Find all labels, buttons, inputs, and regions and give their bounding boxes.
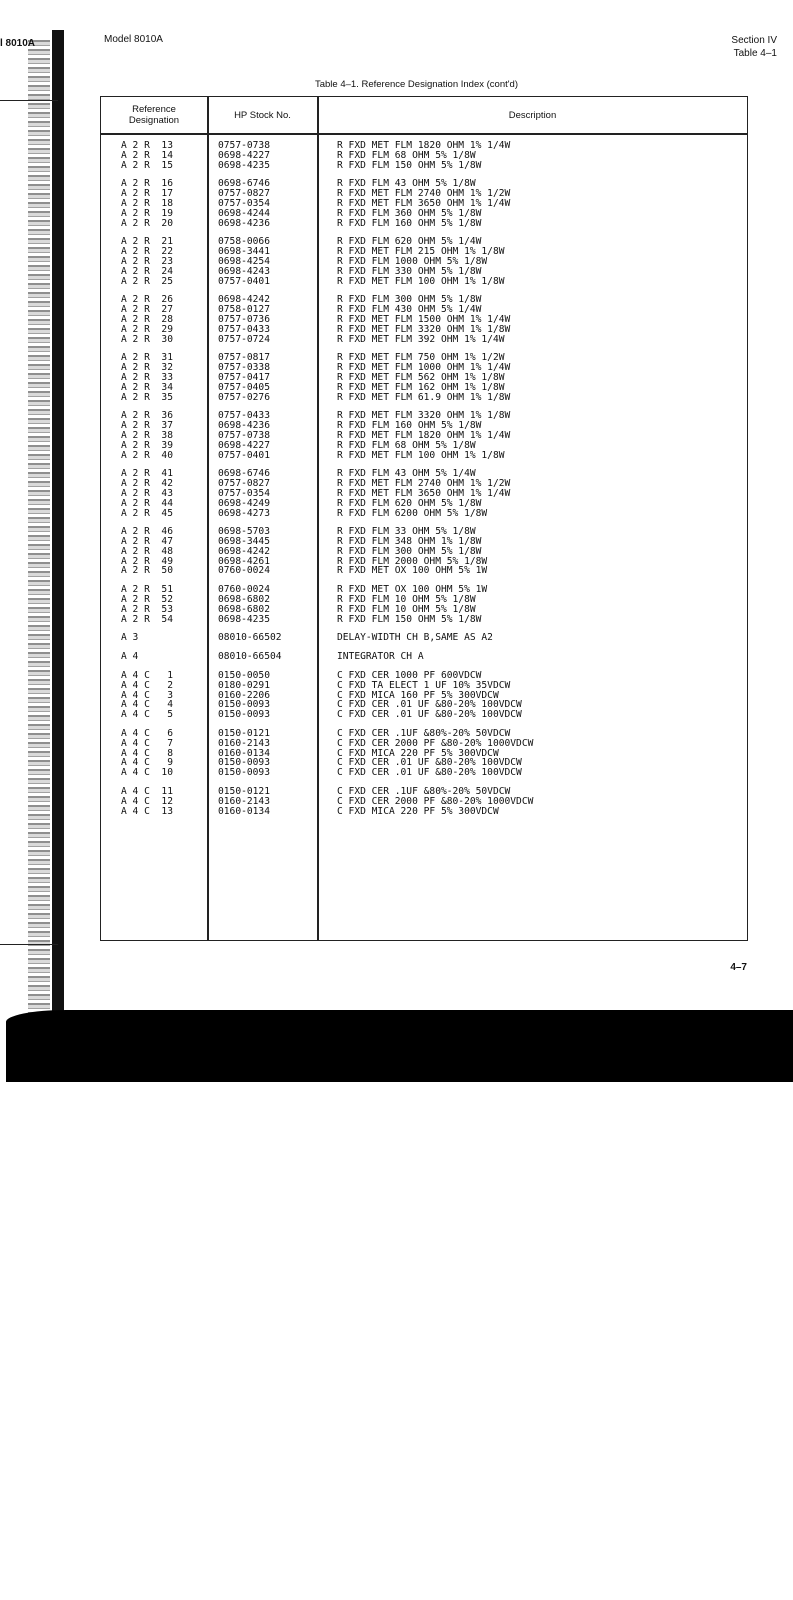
description-cell: R FXD MET FLM 162 OHM 1% 1/8W	[337, 381, 505, 393]
stock-cell: 0757-0417	[218, 371, 270, 383]
description-cell: R FXD MET FLM 392 OHM 1% 1/4W	[337, 333, 505, 345]
ref-cell: A 2 R 15	[121, 159, 173, 171]
stock-cell: 0698-4236	[218, 420, 270, 432]
description-cell: R FXD FLM 10 OHM 5% 1/8W	[337, 594, 476, 606]
ref-cell: A 4 C 1	[121, 670, 173, 682]
stock-cell: 0757-0827	[218, 188, 270, 200]
stock-cell: 0757-0738	[218, 140, 270, 151]
description-cell: C FXD MICA 220 PF 5% 300VDCW	[337, 747, 499, 759]
ref-cell: A 4 C 2	[121, 679, 173, 691]
ref-cell: A 2 R 31	[121, 352, 173, 364]
ref-cell: A 2 R 37	[121, 420, 173, 432]
description-cell: R FXD MET FLM 3320 OHM 1% 1/8W	[337, 410, 511, 422]
description-cell: C FXD CER .01 UF &80-20% 100VDCW	[337, 709, 522, 721]
stock-cell: 0757-0405	[218, 381, 270, 393]
description-cell: R FXD MET OX 100 OHM 5% 1W	[337, 565, 488, 577]
ref-cell: A 2 R 46	[121, 526, 173, 538]
ref-cell: A 2 R 30	[121, 333, 173, 345]
description-cell: R FXD FLM 430 OHM 5% 1/4W	[337, 304, 482, 316]
description-cell: C FXD CER 2000 PF &80-20% 1000VDCW	[337, 795, 534, 807]
description-cell: R FXD FLM 620 OHM 5% 1/4W	[337, 236, 482, 248]
description-cell: R FXD FLM 68 OHM 5% 1/8W	[337, 439, 476, 451]
description-cell: R FXD FLM 150 OHM 5% 1/8W	[337, 159, 482, 171]
stock-cell: 0757-0724	[218, 333, 270, 345]
left-page-stamp: l 8010A	[0, 38, 36, 49]
stock-cell: 0757-0738	[218, 429, 270, 441]
ref-cell: A 2 R 36	[121, 410, 173, 422]
stock-cell: 0757-0736	[218, 313, 270, 325]
stock-cell: 0760-0024	[218, 565, 270, 577]
ref-cell: A 2 R 14	[121, 149, 173, 161]
ref-cell: A 2 R 29	[121, 323, 173, 335]
section-label: Section IV	[731, 35, 777, 46]
description-cell: R FXD FLM 2000 OHM 5% 1/8W	[337, 555, 488, 567]
table-row	[101, 807, 747, 817]
stock-cell: 0160-0134	[218, 805, 270, 817]
ref-cell: A 2 R 44	[121, 497, 173, 509]
stock-cell: 0150-0093	[218, 709, 270, 721]
ref-cell: A 2 R 43	[121, 487, 173, 499]
stock-cell: 0698-6746	[218, 178, 270, 190]
header-reference-designation	[101, 97, 207, 133]
description-cell: R FXD MET FLM 1500 OHM 1% 1/4W	[337, 313, 511, 325]
stock-cell: 0698-4244	[218, 207, 270, 219]
table-row	[101, 451, 747, 461]
ref-cell: A 4 C 5	[121, 709, 173, 721]
section-header	[731, 34, 777, 60]
stock-cell: 0757-0338	[218, 362, 270, 374]
description-cell: R FXD MET FLM 61.9 OHM 1% 1/8W	[337, 391, 511, 403]
ref-cell: A 2 R 34	[121, 381, 173, 393]
stock-cell: 0757-0401	[218, 449, 270, 461]
description-cell: C FXD CER 2000 PF &80-20% 1000VDCW	[337, 737, 534, 749]
description-cell: C FXD CER .01 UF &80-20% 100VDCW	[337, 699, 522, 711]
stock-cell: 0698-6802	[218, 603, 270, 615]
stock-cell: 0698-4261	[218, 555, 270, 567]
ref-cell: A 2 R 47	[121, 536, 173, 548]
ref-cell: A 4 C 11	[121, 786, 173, 798]
description-cell: R FXD FLM 33 OHM 5% 1/8W	[337, 526, 476, 538]
ref-cell: A 4 C 3	[121, 689, 173, 701]
table-row	[101, 652, 747, 662]
header-description: Description	[508, 109, 557, 121]
ref-cell: A 4 C 7	[121, 737, 173, 749]
stock-cell: 0758-0127	[218, 304, 270, 316]
description-cell: R FXD MET FLM 100 OHM 1% 1/8W	[337, 449, 505, 461]
description-cell: R FXD FLM 10 OHM 5% 1/8W	[337, 603, 476, 615]
stock-cell: 0757-0401	[218, 275, 270, 287]
ref-cell: A 4 C 6	[121, 728, 173, 740]
ref-cell: A 2 R 21	[121, 236, 173, 248]
stock-cell: 0150-0093	[218, 699, 270, 711]
ref-cell: A 2 R 33	[121, 371, 173, 383]
stock-cell: 0180-0291	[218, 679, 270, 691]
stock-cell: 0698-5703	[218, 526, 270, 538]
description-cell: R FXD FLM 150 OHM 5% 1/8W	[337, 613, 482, 625]
stock-cell: 0698-4235	[218, 613, 270, 625]
stock-cell: 0757-0354	[218, 197, 270, 209]
ref-cell: A 2 R 53	[121, 603, 173, 615]
stock-cell: 0757-0827	[218, 478, 270, 490]
stock-cell: 0160-2143	[218, 795, 270, 807]
description-cell: R FXD MET FLM 3320 OHM 1% 1/8W	[337, 323, 511, 335]
stock-cell: 0150-0121	[218, 728, 270, 740]
table-row	[101, 710, 747, 720]
stock-cell: 08010-66502	[218, 632, 282, 644]
header-hp-stock-no: HP Stock No.	[234, 109, 291, 121]
table-row	[101, 335, 747, 345]
ref-cell: A 2 R 23	[121, 255, 173, 267]
stock-cell: 0757-0433	[218, 323, 270, 335]
header-ref-text: Reference Designation	[128, 104, 180, 126]
ref-cell: A 2 R 20	[121, 217, 173, 229]
ref-cell: A 2 R 51	[121, 584, 173, 596]
reference-table	[100, 96, 748, 941]
stock-cell: 0150-0121	[218, 786, 270, 798]
description-cell: R FXD MET FLM 1000 OHM 1% 1/4W	[337, 362, 511, 374]
ref-cell: A 4 C 8	[121, 747, 173, 759]
description-cell: R FXD MET FLM 3650 OHM 1% 1/4W	[337, 487, 511, 499]
stock-cell: 08010-66504	[218, 651, 282, 663]
page-number: 4–7	[730, 962, 747, 973]
description-cell: R FXD FLM 68 OHM 5% 1/8W	[337, 149, 476, 161]
ref-cell: A 2 R 50	[121, 565, 173, 577]
description-cell: INTEGRATOR CH A	[337, 651, 424, 663]
ref-cell: A 2 R 16	[121, 178, 173, 190]
description-cell: R FXD FLM 6200 OHM 5% 1/8W	[337, 507, 488, 519]
description-cell: C FXD MICA 220 PF 5% 300VDCW	[337, 805, 499, 817]
description-cell: R FXD FLM 620 OHM 5% 1/8W	[337, 497, 482, 509]
stock-cell: 0160-2206	[218, 689, 270, 701]
ref-cell: A 2 R 54	[121, 613, 173, 625]
description-cell: C FXD CER .01 UF &80-20% 100VDCW	[337, 767, 522, 779]
ref-cell: A 2 R 52	[121, 594, 173, 606]
ref-cell: A 2 R 17	[121, 188, 173, 200]
description-cell: R FXD FLM 348 OHM 1% 1/8W	[337, 536, 482, 548]
description-cell: R FXD FLM 300 OHM 5% 1/8W	[337, 545, 482, 557]
description-cell: C FXD MICA 160 PF 5% 300VDCW	[337, 689, 499, 701]
ref-cell: A 2 R 38	[121, 429, 173, 441]
ref-cell: A 2 R 42	[121, 478, 173, 490]
stock-cell: 0698-3445	[218, 536, 270, 548]
stock-cell: 0698-4254	[218, 255, 270, 267]
stock-cell: 0150-0093	[218, 757, 270, 769]
description-cell: R FXD MET FLM 2740 OHM 1% 1/2W	[337, 188, 511, 200]
ref-cell: A 4 C 10	[121, 767, 173, 779]
stock-cell: 0698-4236	[218, 217, 270, 229]
ref-cell: A 2 R 35	[121, 391, 173, 403]
description-cell: C FXD CER .1UF &80%-20% 50VDCW	[337, 728, 511, 740]
ref-cell: A 2 R 28	[121, 313, 173, 325]
table-row	[101, 768, 747, 778]
stock-cell: 0757-0433	[218, 410, 270, 422]
ref-cell: A 3	[121, 632, 139, 644]
ref-cell: A 2 R 48	[121, 545, 173, 557]
ref-cell: A 4 C 9	[121, 757, 173, 769]
description-cell: R FXD FLM 300 OHM 5% 1/8W	[337, 294, 482, 306]
binding-spine	[52, 30, 64, 1080]
model-label: Model 8010A	[104, 34, 163, 45]
description-cell: C FXD CER .1UF &80%-20% 50VDCW	[337, 786, 511, 798]
description-cell: R FXD MET FLM 2740 OHM 1% 1/2W	[337, 478, 511, 490]
stock-cell: 0698-3441	[218, 246, 270, 258]
description-cell: R FXD MET FLM 100 OHM 1% 1/8W	[337, 275, 505, 287]
stock-cell: 0160-0134	[218, 747, 270, 759]
left-margin-rule-bottom	[0, 944, 58, 945]
ref-cell: A 2 R 18	[121, 197, 173, 209]
description-cell: R FXD MET FLM 3650 OHM 1% 1/4W	[337, 197, 511, 209]
ref-cell: A 2 R 25	[121, 275, 173, 287]
stock-cell: 0698-4227	[218, 439, 270, 451]
description-cell: R FXD MET FLM 750 OHM 1% 1/2W	[337, 352, 505, 364]
stock-cell: 0698-6802	[218, 594, 270, 606]
ref-cell: A 2 R 40	[121, 449, 173, 461]
table-row	[101, 615, 747, 625]
ref-cell: A 4	[121, 651, 139, 663]
group-gap	[101, 643, 747, 652]
scan-bottom-shadow	[6, 1010, 793, 1082]
binding-speckle	[28, 40, 50, 1060]
ref-cell: A 2 R 39	[121, 439, 173, 451]
description-cell: C FXD CER 1000 PF 600VDCW	[337, 670, 482, 682]
ref-cell: A 2 R 41	[121, 468, 173, 480]
stock-cell: 0698-6746	[218, 468, 270, 480]
description-cell: C FXD TA ELECT 1 UF 10% 35VDCW	[337, 679, 511, 691]
stock-cell: 0757-0817	[218, 352, 270, 364]
table-row	[101, 509, 747, 519]
stock-cell: 0698-4273	[218, 507, 270, 519]
description-cell: DELAY-WIDTH CH B,SAME AS A2	[337, 632, 493, 644]
stock-cell: 0698-4227	[218, 149, 270, 161]
left-margin-rule-top	[0, 100, 58, 101]
table-row	[101, 161, 747, 171]
description-cell: R FXD MET FLM 1820 OHM 1% 1/4W	[337, 429, 511, 441]
description-cell: R FXD FLM 330 OHM 5% 1/8W	[337, 265, 482, 277]
ref-cell: A 4 C 12	[121, 795, 173, 807]
stock-cell: 0757-0354	[218, 487, 270, 499]
description-cell: R FXD MET OX 100 OHM 5% 1W	[337, 584, 488, 596]
stock-cell: 0760-0024	[218, 584, 270, 596]
description-cell: R FXD FLM 160 OHM 5% 1/8W	[337, 420, 482, 432]
ref-cell: A 2 R 22	[121, 246, 173, 258]
stock-cell: 0698-4242	[218, 545, 270, 557]
ref-cell: A 4 C 4	[121, 699, 173, 711]
header-separator	[101, 133, 747, 135]
stock-cell: 0698-4235	[218, 159, 270, 171]
stock-cell: 0757-0276	[218, 391, 270, 403]
table-row	[101, 219, 747, 229]
stock-cell: 0150-0093	[218, 767, 270, 779]
description-cell: R FXD FLM 160 OHM 5% 1/8W	[337, 217, 482, 229]
ref-cell: A 2 R 32	[121, 362, 173, 374]
table-row	[101, 633, 747, 643]
stock-cell: 0758-0066	[218, 236, 270, 248]
stock-cell: 0150-0050	[218, 670, 270, 682]
description-cell: R FXD FLM 43 OHM 5% 1/8W	[337, 178, 476, 190]
ref-cell: A 4 C 13	[121, 805, 173, 817]
description-cell: R FXD FLM 43 OHM 5% 1/4W	[337, 468, 476, 480]
stock-cell: 0698-4249	[218, 497, 270, 509]
stock-cell: 0698-4243	[218, 265, 270, 277]
description-cell: R FXD MET FLM 1820 OHM 1% 1/4W	[337, 140, 511, 151]
table-row	[101, 393, 747, 403]
table-body	[101, 141, 747, 816]
description-cell: R FXD FLM 360 OHM 5% 1/8W	[337, 207, 482, 219]
ref-cell: A 2 R 49	[121, 555, 173, 567]
description-cell: R FXD MET FLM 215 OHM 1% 1/8W	[337, 246, 505, 258]
description-cell: C FXD CER .01 UF &80-20% 100VDCW	[337, 757, 522, 769]
table-ref-label: Table 4–1	[733, 48, 777, 59]
stock-cell: 0160-2143	[218, 737, 270, 749]
description-cell: R FXD MET FLM 562 OHM 1% 1/8W	[337, 371, 505, 383]
ref-cell: A 2 R 26	[121, 294, 173, 306]
table-title: Table 4–1. Reference Designation Index (cont'd)	[314, 79, 519, 90]
ref-cell: A 2 R 19	[121, 207, 173, 219]
ref-cell: A 2 R 13	[121, 140, 173, 151]
table-row	[101, 277, 747, 287]
ref-cell: A 2 R 27	[121, 304, 173, 316]
table-row	[101, 566, 747, 576]
description-cell: R FXD FLM 1000 OHM 5% 1/8W	[337, 255, 488, 267]
stock-cell: 0698-4242	[218, 294, 270, 306]
ref-cell: A 2 R 24	[121, 265, 173, 277]
ref-cell: A 2 R 45	[121, 507, 173, 519]
